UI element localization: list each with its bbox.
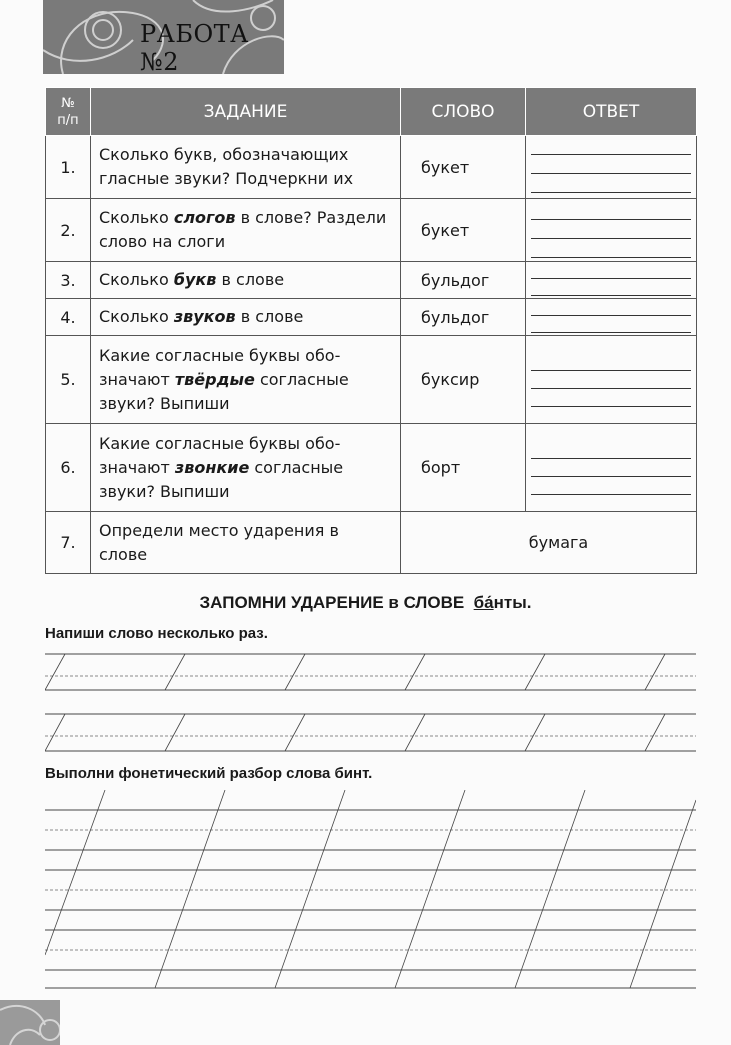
task-text: Определи место ударения в слове (91, 512, 401, 574)
word-cell: бульдог (401, 262, 526, 299)
row-number: 7. (46, 512, 91, 574)
instruction-write-word: Напиши слово несколько раз. (45, 625, 268, 642)
header-banner (43, 0, 284, 74)
corner-swirl-decoration (0, 1000, 60, 1045)
writing-lines-1[interactable] (45, 650, 696, 755)
answer-cell[interactable] (526, 199, 697, 262)
task-text: Сколько букв в слове (91, 262, 401, 299)
row-number: 3. (46, 262, 91, 299)
writing-lines-2[interactable] (45, 790, 696, 1005)
word-cell: бульдог (401, 299, 526, 336)
word-cell: буксир (401, 336, 526, 424)
page-title: РАБОТА №2 (140, 20, 249, 74)
answer-cell[interactable] (526, 336, 697, 424)
col-header-num: № п/п (46, 88, 91, 136)
table-row (46, 512, 697, 574)
table-row (46, 336, 697, 424)
task-text: Сколько букв, обозначающих гласные звуки? Подчеркни их (91, 136, 401, 199)
writing-grid (45, 790, 696, 1005)
answer-cell[interactable] (526, 136, 697, 199)
col-header-answer: ОТВЕТ (526, 88, 697, 136)
task-table (45, 87, 697, 574)
col-header-word: СЛОВО (401, 88, 526, 136)
answer-cell[interactable] (526, 299, 697, 336)
col-header-task: ЗАДАНИЕ (91, 88, 401, 136)
row-number: 6. (46, 424, 91, 512)
task-text: Какие согласные буквы обозначают звонкие согласные звуки? Выпиши (91, 424, 401, 512)
word-cell: букет (401, 136, 526, 199)
writing-grid (45, 650, 696, 755)
table-row (46, 299, 697, 336)
table-row (46, 424, 697, 512)
row-number: 4. (46, 299, 91, 336)
task-text: Сколько звуков в слове (91, 299, 401, 336)
table-row (46, 199, 697, 262)
remember-stress-heading: ЗАПОМНИ УДАРЕНИЕ в СЛОВЕ ба́нты. (199, 593, 532, 612)
table-row (46, 136, 697, 199)
answer-cell[interactable] (526, 424, 697, 512)
answer-cell[interactable] (526, 262, 697, 299)
word-cell: борт (401, 424, 526, 512)
word-cell: букет (401, 199, 526, 262)
row-number: 2. (46, 199, 91, 262)
row-number: 1. (46, 136, 91, 199)
stressed-syllable: ба́ (473, 593, 494, 612)
word-cell: бумага (401, 512, 697, 574)
instruction-phonetic: Выполни фонетический разбор слова бинт. (45, 765, 373, 782)
table-row (46, 262, 697, 299)
task-text: Какие согласные буквы обозначают твёрдые согласные звуки? Выпиши (91, 336, 401, 424)
row-number: 5. (46, 336, 91, 424)
task-text: Сколько слогов в слове? Раздели слово на слоги (91, 199, 401, 262)
table-header-row (46, 88, 697, 136)
